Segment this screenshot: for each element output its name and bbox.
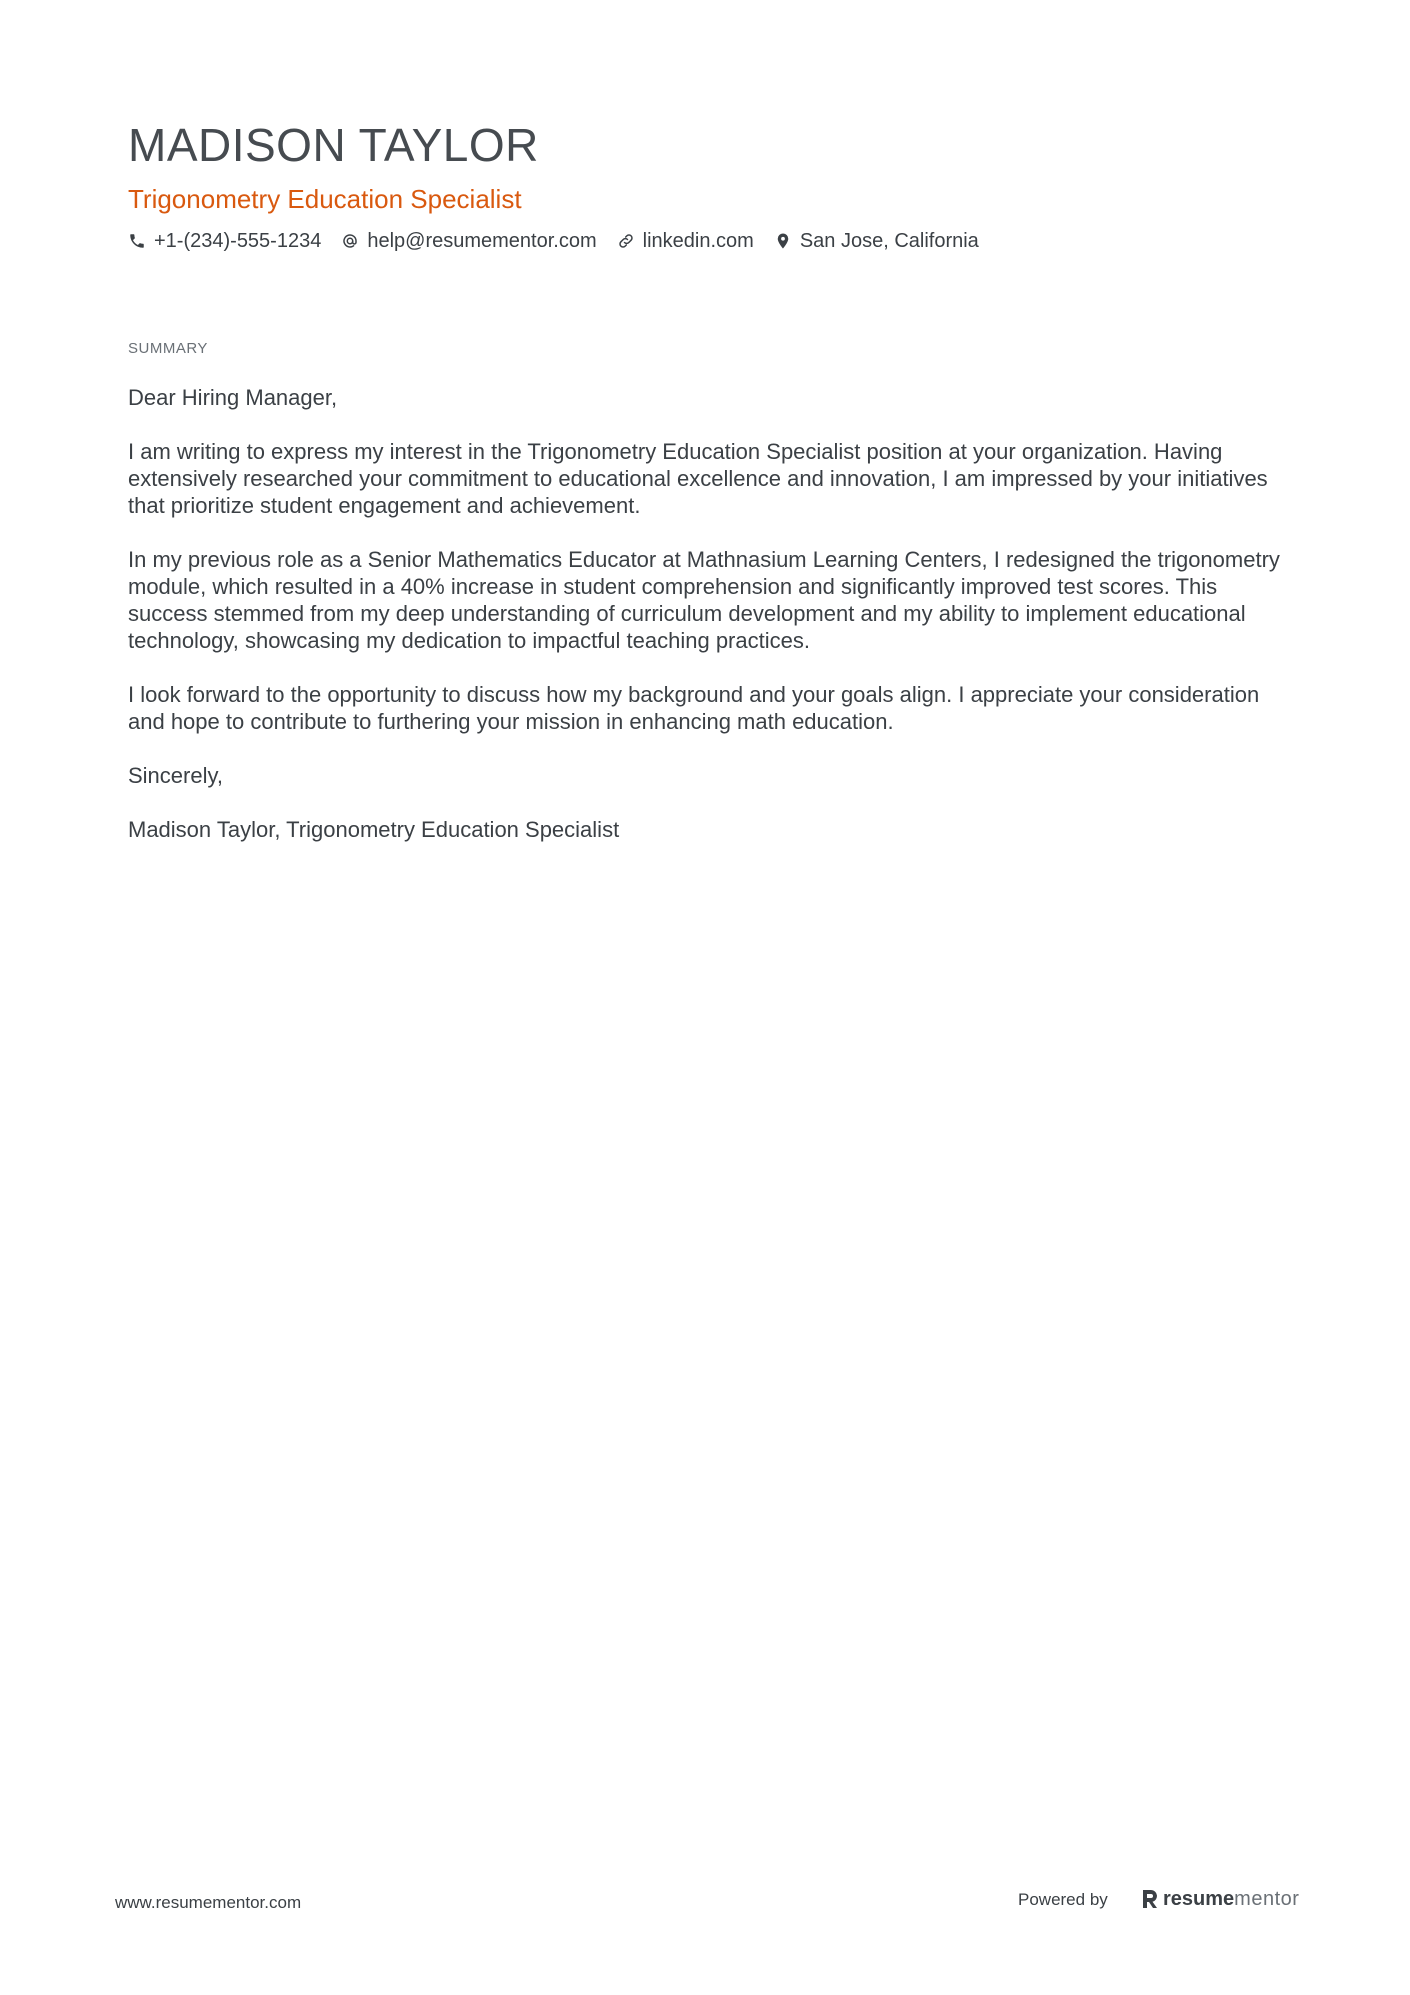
footer-powered-by: Powered by xyxy=(1018,1890,1108,1909)
location-pin-icon xyxy=(774,232,792,250)
letter-paragraph: I look forward to the opportunity to discuss how my background and your goals align. I appreciate your consideration and hope to contribute to furthering your mission in enhancing math education. xyxy=(128,682,1260,734)
contact-linkedin[interactable] xyxy=(617,230,754,253)
section-label-summary: SUMMARY xyxy=(128,340,208,357)
letter-body xyxy=(128,384,1288,870)
brand-name-part2: mentor xyxy=(1234,1887,1300,1910)
letter-paragraph: In my previous role as a Senior Mathematics Educator at Mathnasium Learning Centers, I redesigned the trigonometry module, which resulted in a 40% increase in student comprehension and significantly improved test scores. This success stemmed from my deep understanding of curriculum development and my ability to implement educational technology, showcasing my dedication to impactful teaching practices. xyxy=(128,547,1280,653)
footer-brand-logo[interactable] xyxy=(1141,1884,1299,1914)
contact-bar xyxy=(128,226,999,256)
brand-name-part1: resume xyxy=(1163,1887,1235,1910)
contact-location-text: San Jose, California xyxy=(799,229,979,252)
at-icon xyxy=(341,232,359,250)
contact-phone[interactable] xyxy=(128,230,321,253)
letter-paragraph: I am writing to express my interest in the Trigonometry Education Specialist position at your organization. Having extensively researched your commitment to educational excellence and innovation, I am impressed by your initiatives that prioritize student engagement and achievement. xyxy=(128,439,1268,518)
letter-closing: Sincerely, xyxy=(128,763,223,788)
letter-signature: Madison Taylor, Trigonometry Education Specialist xyxy=(128,817,620,842)
contact-location xyxy=(774,230,979,253)
candidate-name: MADISON TAYLOR xyxy=(128,119,539,171)
contact-email[interactable] xyxy=(341,230,596,253)
candidate-role: Trigonometry Education Specialist xyxy=(128,184,522,214)
phone-icon xyxy=(128,232,146,250)
contact-email-text: help@resumementor.com xyxy=(367,229,597,252)
letter-greeting: Dear Hiring Manager, xyxy=(128,385,338,410)
footer-url[interactable]: www.resumementor.com xyxy=(115,1893,302,1912)
contact-phone-text: +1-(234)-555-1234 xyxy=(154,229,322,252)
resumementor-logo-icon xyxy=(1141,1888,1159,1910)
link-icon xyxy=(617,232,635,250)
contact-linkedin-text: linkedin.com xyxy=(642,229,754,252)
